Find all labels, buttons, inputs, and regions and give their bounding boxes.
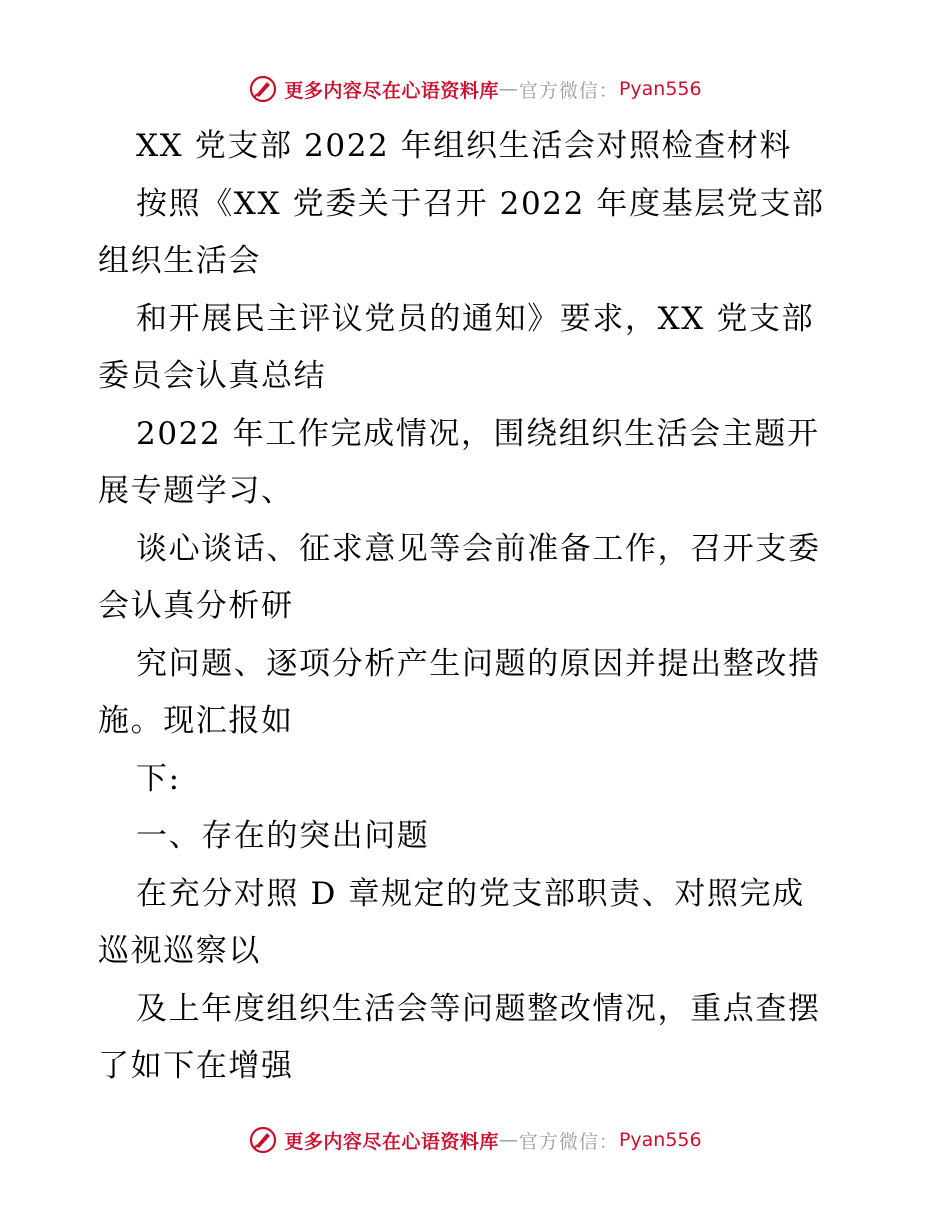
text-line: XX 党支部 2022 年组织生活会对照检查材料 bbox=[136, 128, 792, 164]
text-line: 和开展民主评议党员的通知》要求，XX 党支部 bbox=[136, 300, 815, 337]
text-line: 会认真分析研 bbox=[98, 588, 294, 624]
watermark-official-label: 官方微信： bbox=[518, 1130, 619, 1153]
watermark-main-text: 更多内容尽在心语资料库 bbox=[284, 1130, 499, 1153]
text-line: 按照《XX 党委关于召开 2022 年度基层党支部 bbox=[136, 185, 825, 222]
text-line: 巡视巡察以 bbox=[98, 933, 261, 969]
watermark-dash: — bbox=[498, 78, 519, 100]
text-line: 了如下在增强 bbox=[98, 1048, 294, 1084]
watermark-account: Pyan556 bbox=[618, 1129, 702, 1151]
watermark-dash: — bbox=[498, 1129, 519, 1151]
text-line: 及上年度组织生活会等问题整改情况，重点查摆 bbox=[136, 990, 821, 1027]
watermark-footer bbox=[0, 1120, 950, 1160]
text-line: 在充分对照 D 章规定的党支部职责、对照完成 bbox=[136, 875, 805, 912]
watermark-header bbox=[0, 69, 950, 109]
text-line: 展专题学习、 bbox=[98, 473, 294, 509]
text-line: 谈心谈话、征求意见等会前准备工作，召开支委 bbox=[136, 530, 821, 567]
text-line: 2022 年工作完成情况，围绕组织生活会主题开 bbox=[136, 415, 820, 452]
text-line: 一、存在的突出问题 bbox=[136, 818, 430, 854]
quill-logo-icon bbox=[248, 74, 278, 104]
watermark-main-text: 更多内容尽在心语资料库 bbox=[284, 79, 499, 102]
text-line: 委员会认真总结 bbox=[98, 358, 327, 394]
text-line: 施。现汇报如 bbox=[98, 703, 294, 739]
text-line: 究问题、逐项分析产生问题的原因并提出整改措 bbox=[136, 645, 821, 682]
quill-logo-icon bbox=[248, 1125, 278, 1155]
watermark-official-label: 官方微信： bbox=[518, 79, 619, 102]
text-line: 下: bbox=[136, 760, 181, 797]
watermark-account: Pyan556 bbox=[618, 78, 702, 100]
text-line: 组织生活会 bbox=[98, 243, 261, 279]
document-body bbox=[98, 118, 858, 1096]
